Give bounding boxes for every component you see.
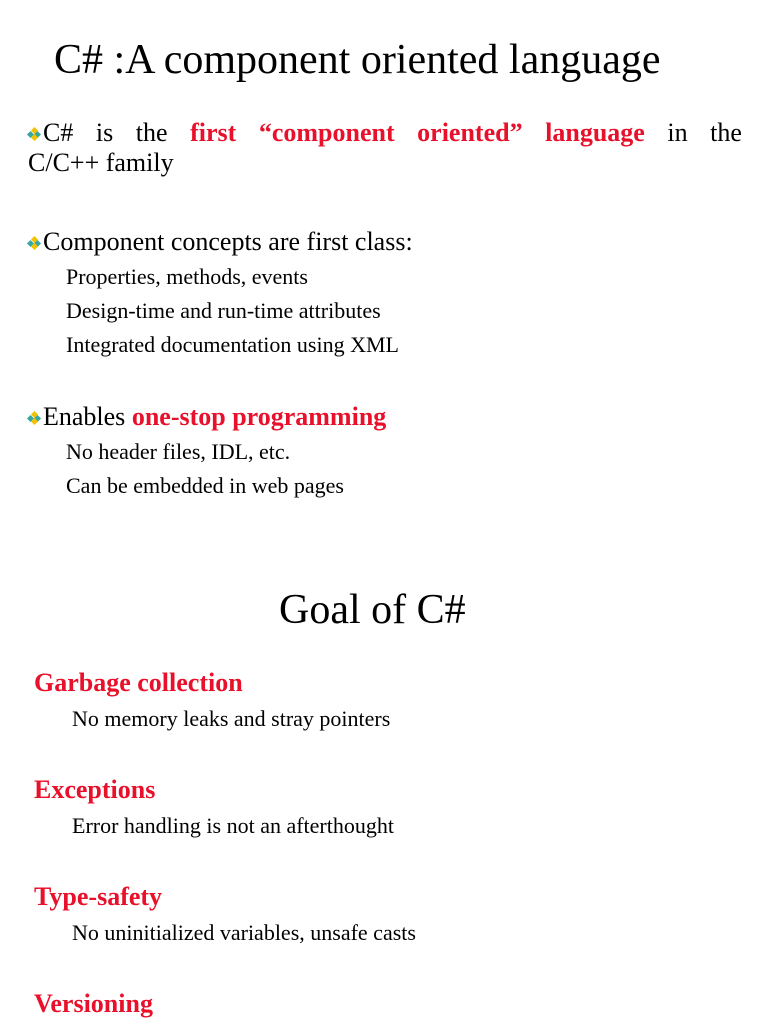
goal-heading: Garbage collection (34, 668, 243, 697)
sub-item: Can be embedded in web pages (66, 473, 344, 498)
goal-detail: No uninitialized variables, unsafe casts (72, 920, 416, 945)
bullet-component-oriented (28, 118, 742, 178)
word: is (95, 118, 114, 147)
sub-item: Design-time and run-time attributes (66, 298, 381, 323)
sub-item: No header files, IDL, etc. (66, 439, 291, 464)
bullet-line-1 (28, 118, 742, 148)
goal-heading: Versioning (34, 989, 153, 1018)
goal-detail: No memory leaks and stray pointers (72, 706, 391, 731)
four-diamond-bullet-icon (28, 128, 40, 140)
bullet-text: Component concepts are first class: (43, 227, 413, 256)
word-highlight: language (545, 118, 645, 147)
slide-title: C# :A component oriented language (54, 37, 661, 83)
bullet-one-stop (28, 402, 386, 432)
bullet-highlight: one-stop programming (131, 402, 387, 431)
bullet-start (28, 118, 73, 148)
word: C# (43, 118, 74, 147)
sub-item: Properties, methods, events (66, 264, 308, 289)
sub-item: Integrated documentation using XML (66, 332, 399, 357)
goal-heading: Type-safety (34, 882, 163, 911)
slide-title: Goal of C# (279, 587, 466, 633)
word-highlight: “component (258, 118, 395, 147)
four-diamond-bullet-icon (28, 412, 40, 424)
bullet-line-2: C/C++ family (28, 148, 174, 177)
bullet-component-concepts (28, 227, 413, 257)
goal-heading: Exceptions (34, 775, 156, 804)
word-highlight: first (190, 118, 237, 147)
goal-detail: Error handling is not an afterthought (72, 813, 394, 838)
word: the (710, 118, 742, 147)
four-diamond-bullet-icon (28, 237, 40, 249)
word-highlight: oriented” (417, 118, 523, 147)
word: the (135, 118, 168, 147)
bullet-text: Enables (43, 402, 132, 431)
word: in (667, 118, 688, 147)
